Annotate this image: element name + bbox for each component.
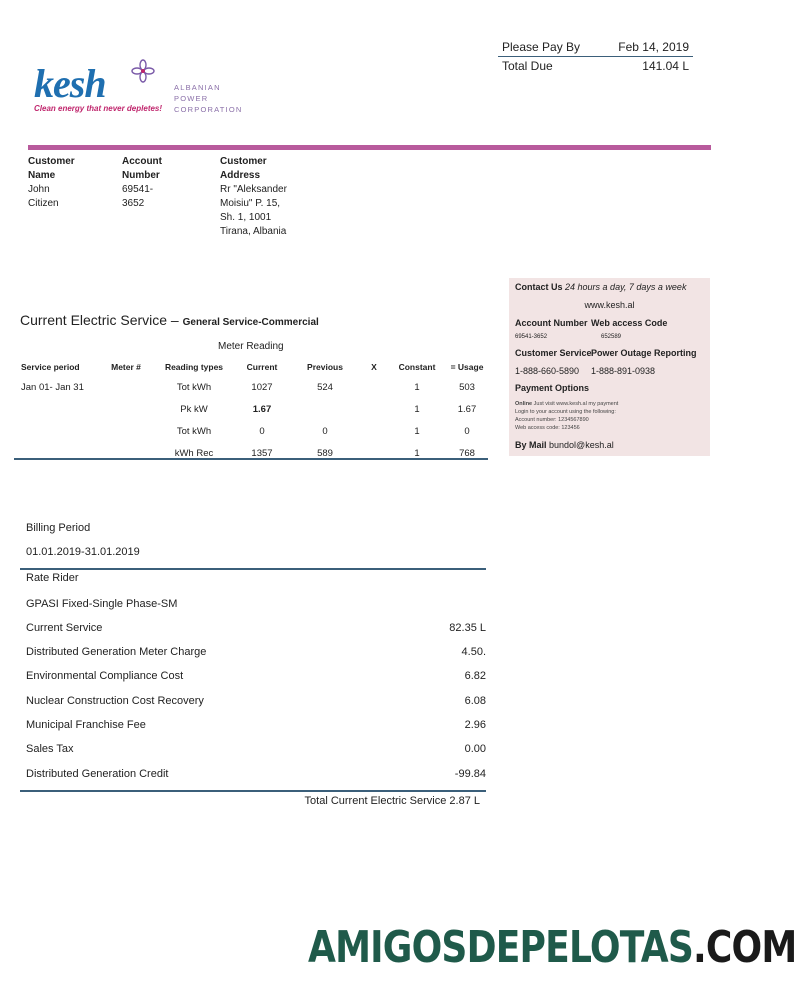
customer-name-col xyxy=(28,155,75,211)
col-x: X xyxy=(371,362,377,372)
logo-word: kesh xyxy=(34,61,106,106)
billing-period-row xyxy=(26,546,486,558)
table-cell xyxy=(98,376,154,398)
charge-row xyxy=(26,719,486,731)
col-meter: Meter # xyxy=(111,362,141,372)
payment-options-label: Payment Options xyxy=(515,383,590,393)
address-line-1: Rr "Aleksander xyxy=(220,184,287,195)
charge-row xyxy=(26,670,486,682)
table-row xyxy=(20,376,488,398)
service-title xyxy=(20,312,319,328)
table-cell: 1 xyxy=(414,403,420,415)
flower-icon xyxy=(130,58,156,84)
charge-value: 4.50. xyxy=(461,646,486,658)
col-current: Current xyxy=(246,362,278,372)
col-previous: Previous xyxy=(307,362,343,372)
customer-name: John Citizen xyxy=(28,184,59,209)
charge-value: 2.96 xyxy=(464,719,486,731)
table-cell: Jan 01- Jan 31 xyxy=(21,381,84,393)
watermark xyxy=(308,922,796,973)
account-number-col xyxy=(122,155,162,211)
customer-name-label-2: Name xyxy=(28,170,56,181)
col-reading-types: Reading types xyxy=(164,362,224,372)
contact-acct-label: Account Number xyxy=(515,318,588,328)
charge-value: -99.84 xyxy=(454,768,486,780)
watermark-main: AMIGOSDEPELOTAS xyxy=(308,922,694,973)
total-current-service: Total Current Electric Service 2.87 L xyxy=(304,795,480,807)
charge-row xyxy=(26,646,486,658)
charge-label: Distributed Generation Meter Charge xyxy=(26,646,207,658)
gpasi-row xyxy=(26,598,486,610)
outage-phone[interactable]: 1-888-891-0938 xyxy=(591,366,656,376)
meter-reading-heading: Meter Reading xyxy=(218,341,284,352)
table-cell: 1027 xyxy=(251,381,273,393)
logo-tagline: Clean energy that never depletes! xyxy=(34,104,163,113)
table-cell xyxy=(290,398,360,420)
billing-divider-bottom xyxy=(20,790,486,792)
table-cell: Tot kWh xyxy=(176,425,212,437)
table-cell: 0 xyxy=(322,425,328,437)
outage-label: Power Outage Reporting xyxy=(591,348,697,358)
billing-period-label: Billing Period xyxy=(26,522,91,534)
kesh-logo xyxy=(34,58,244,118)
header-divider xyxy=(28,145,711,150)
charge-label: Sales Tax xyxy=(26,743,74,755)
charge-label: Nuclear Construction Cost Recovery xyxy=(26,695,204,707)
online-label: Online xyxy=(515,401,533,407)
table-cell: 1.67 xyxy=(457,403,477,415)
mail-label: By Mail xyxy=(515,440,547,450)
charge-label: Current Service xyxy=(26,622,103,634)
charge-row xyxy=(26,695,486,707)
table-cell: 0 xyxy=(259,425,265,437)
payment-due-box xyxy=(498,38,693,75)
logo-corporation xyxy=(174,82,242,115)
table-cell xyxy=(20,398,98,420)
mail-address[interactable]: bundol@kesh.al xyxy=(549,440,614,450)
table-cell xyxy=(360,398,388,420)
corp-line-2: POWER xyxy=(174,94,209,103)
service-title-main: Current Electric Service – xyxy=(20,312,179,328)
please-pay-date: Feb 14, 2019 xyxy=(618,40,689,54)
table-cell: 589 xyxy=(317,447,333,459)
table-cell: 524 xyxy=(317,381,333,393)
table-cell: 1 xyxy=(414,447,420,459)
address-line-4: Tirana, Albania xyxy=(220,226,287,237)
corp-line-3: CORPORATION xyxy=(174,105,243,114)
meter-header-row xyxy=(20,358,488,376)
contact-web-code-label: Web access Code xyxy=(591,318,668,328)
table-cell xyxy=(20,420,98,442)
table-row xyxy=(20,442,488,464)
account-number-label: Account xyxy=(122,156,162,167)
table-cell xyxy=(20,442,98,464)
charge-row xyxy=(26,768,486,780)
contact-web-code: 652589 xyxy=(601,334,622,340)
table-cell xyxy=(360,442,388,464)
online-line-1: Just visit www.kesh.al my payment xyxy=(533,401,619,407)
customer-service-label: Customer Service xyxy=(515,348,592,358)
account-number-label-2: Number xyxy=(122,170,160,181)
address-line-2: Moisiu" P. 15, xyxy=(220,198,281,209)
charge-row xyxy=(26,622,486,634)
table-cell xyxy=(98,420,154,442)
service-subtitle: General Service-Commercial xyxy=(182,317,319,328)
rate-rider-row xyxy=(26,572,486,584)
table-cell: 1 xyxy=(414,381,420,393)
table-cell: 768 xyxy=(459,447,475,459)
table-cell: 1357 xyxy=(251,447,273,459)
contact-hours: 24 hours a day, 7 days a week xyxy=(565,282,687,292)
contact-acct-number: 69541-3652 xyxy=(515,334,548,340)
gpasi-label: GPASI Fixed-Single Phase-SM xyxy=(26,598,178,610)
charge-label: Environmental Compliance Cost xyxy=(26,670,184,682)
rate-rider: Rate Rider xyxy=(26,572,79,584)
table-cell: 503 xyxy=(459,381,475,393)
total-due-value: 141.04 L xyxy=(642,59,689,73)
charge-row xyxy=(26,743,486,755)
contact-title-label: Contact Us xyxy=(515,282,563,292)
online-line-3: Account number: 1234567890 xyxy=(515,417,589,423)
online-line-2: Login to your account using the following: xyxy=(515,409,616,415)
address-line-3: Sh. 1, 1001 xyxy=(220,212,272,223)
col-usage: = Usage xyxy=(450,362,484,372)
table-cell xyxy=(360,376,388,398)
account-number: 69541-3652 xyxy=(122,184,154,209)
table-row xyxy=(20,398,488,420)
table-cell: 1 xyxy=(414,425,420,437)
table-row xyxy=(20,420,488,442)
total-due-label: Total Due xyxy=(502,59,553,73)
online-payment-info xyxy=(515,400,618,432)
online-line-4: Web access code: 123456 xyxy=(515,425,580,431)
charge-value: 82.35 L xyxy=(449,622,486,634)
please-pay-label: Please Pay By xyxy=(502,40,581,54)
meter-reading-table xyxy=(20,358,488,464)
meter-table-underline xyxy=(14,458,488,460)
table-cell: Tot kWh xyxy=(176,381,212,393)
customer-name-label: Customer xyxy=(28,156,75,167)
charge-label: Distributed Generation Credit xyxy=(26,768,169,780)
contact-website[interactable]: www.kesh.al xyxy=(584,300,635,310)
corp-line-1: ALBANIAN xyxy=(174,83,221,92)
billing-period: 01.01.2019-31.01.2019 xyxy=(26,546,140,558)
table-cell xyxy=(360,420,388,442)
table-cell xyxy=(98,442,154,464)
billing-divider-top xyxy=(20,568,486,570)
table-cell xyxy=(98,398,154,420)
col-service-period: Service period xyxy=(21,362,80,372)
watermark-tld: .COM xyxy=(693,922,797,973)
charge-value: 6.82 xyxy=(464,670,486,682)
billing-period-label-row xyxy=(26,522,486,534)
mail-payment xyxy=(515,440,614,450)
customer-service-phone[interactable]: 1-888-660-5890 xyxy=(515,366,580,376)
table-cell: 1.67 xyxy=(252,403,272,415)
customer-address-col xyxy=(220,155,340,239)
address-label-2: Address xyxy=(220,170,261,181)
contact-box xyxy=(509,278,710,456)
charge-value: 6.08 xyxy=(464,695,486,707)
col-constant: Constant xyxy=(398,362,436,372)
contact-title xyxy=(515,282,686,292)
table-cell: kWh Rec xyxy=(174,447,214,459)
table-cell: Pk kW xyxy=(180,403,208,415)
charge-label: Municipal Franchise Fee xyxy=(26,719,146,731)
table-cell: 0 xyxy=(464,425,470,437)
address-label: Customer xyxy=(220,156,267,167)
charge-value: 0.00 xyxy=(464,743,486,755)
